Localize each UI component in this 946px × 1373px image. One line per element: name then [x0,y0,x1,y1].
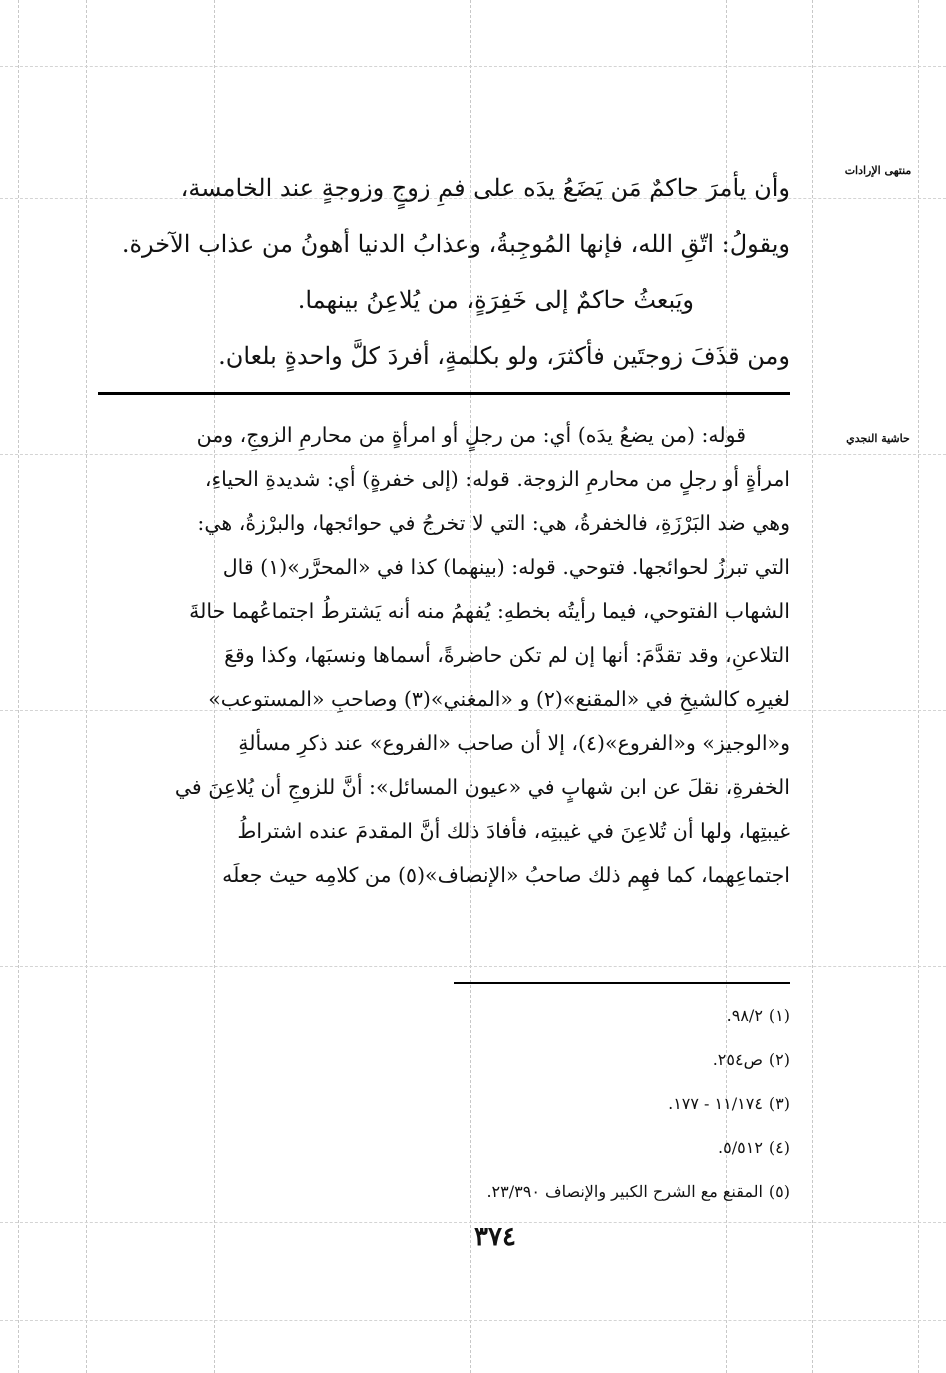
matn-line: ويَبعثُ حاكمٌ إلى خَفِرَةٍ، من يُلاعِنُ بينهما. [297,286,694,314]
sharh-line: لغيرِه كالشيخِ في «المقنع»(٢) و «المغني»(٣) وصاحبِ «المستوعب» [208,687,790,711]
footnote [230,1170,790,1214]
sharh-line: غيبتِها، ولها أن تُلاعِنَ في غيبتِه، فأفادَ ذلك أنَّ المقدمَ عنده اشتراطُ [237,819,790,843]
sharh-line: التي تبرزُ لحوائجها. فتوحي. قوله: (بينهما) كذا في «المحرَّر»(١) قال [222,555,790,579]
footnote-number: (٤) [768,1138,790,1157]
footnotes [230,994,790,1214]
footnote [230,1126,790,1170]
footnote-divider [454,982,790,984]
matn-line: ويقولُ: اتّقِ الله، فإنها المُوجِبةُ، وعذابُ الدنيا أهونُ من عذاب الآخرة. [121,230,790,258]
sharh-text [98,413,790,897]
sharh-line: اجتماعِهما، كما فهِم ذلك صاحبُ «الإنصاف»(٥) من كلامِه حيث جعلَه [222,863,790,887]
grid-line [18,0,19,1373]
footnote-text: ٥/٥١٢. [718,1138,763,1157]
margin-label-matn: منتهى الإرادات [844,164,912,177]
grid-line [0,1320,946,1321]
sharh-line: التلاعنِ، وقد تقدَّمَ: أنها إن لم تكن حاضرةً، أسماها ونسبَها، وكذا وقعَ [224,643,790,667]
footnote-text: المقنع مع الشرح الكبير والإنصاف ٢٣/٣٩٠. [486,1182,763,1201]
footnote [230,994,790,1038]
sharh-line: وهي ضد البَرْزَةِ، فالخفرةُ، هي: التي لا تخرجُ في حوائجها، والبرْزةُ، هي: [197,511,790,535]
footnote-text: ١١/١٧٤ - ١٧٧. [668,1094,763,1113]
sharh-line: امرأةٍ أو رجلٍ من محارمِ الزوجة. قوله: (إلى خفرةٍ) أي: شديدةِ الحياءِ، [204,467,790,491]
matn-line: وأن يأمرَ حاكمٌ مَن يَضَعُ يدَه على فمِ زوجٍ وزوجةٍ عند الخامسة، [180,174,790,202]
footnote [230,1038,790,1082]
page-number: ٣٧٤ [474,1222,516,1252]
sharh-line: قوله: (من يضعُ يدَه) أي: من رجلٍ أو امرأةٍ من محارمِ الزوجِ، ومن [196,423,746,447]
section-divider [98,392,790,395]
grid-line [812,0,813,1373]
sharh-line: الخفرةِ، نقلَ عن ابن شهابٍ في «عيون المسائل»: أنَّ للزوجِ أن يُلاعِنَ في [174,775,790,799]
matn-line: ومن قذَفَ زوجتَين فأكثرَ، ولو بكلمةٍ، أفردَ كلَّ واحدةٍ بلعان. [218,342,790,370]
footnote-number: (٣) [768,1094,790,1113]
footnote-number: (١) [768,1006,790,1025]
matn-text [98,160,790,384]
grid-line [86,0,87,1373]
grid-line [918,0,919,1373]
footnote [230,1082,790,1126]
grid-line [0,966,946,967]
footnote-number: (٥) [768,1182,790,1201]
footnote-text: ٩٨/٢. [726,1006,763,1025]
sharh-line: و«الوجيز» و«الفروع»(٤)، إلا أن صاحب «الفروع» عند ذكرِ مسألةِ [238,731,790,755]
footnote-text: ص٢٥٤. [712,1050,763,1069]
sharh-line: الشهاب الفتوحي، فيما رأيتُه بخطهِ: يُفهمُ منه أنه يَشترطُ اجتماعُهما حالةَ [189,599,790,623]
footnote-number: (٢) [768,1050,790,1069]
grid-line [0,66,946,67]
margin-label-sharh: حاشية النجدي [846,432,910,445]
